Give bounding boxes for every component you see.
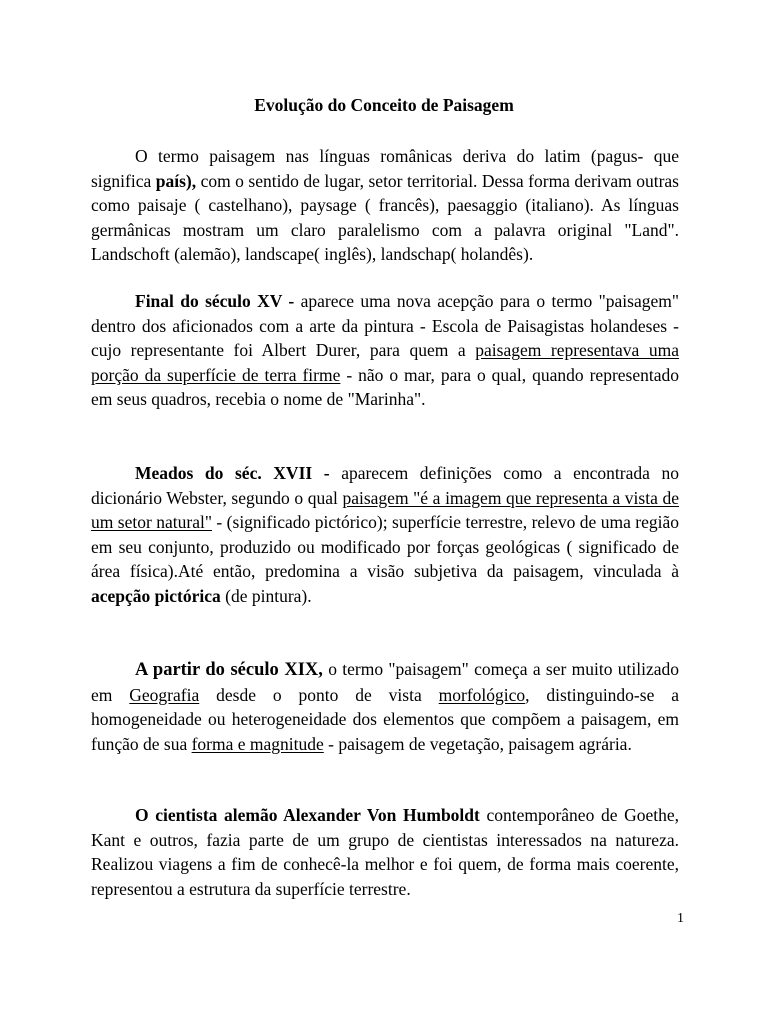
paragraph-humboldt: [91, 803, 679, 901]
underlined-definition: paisagem "é a imagem que representa a vista de um setor natural": [91, 487, 679, 533]
underlined-morfologico: morfológico: [438, 684, 526, 705]
bold-term-acepcao: acepção pictórica: [91, 585, 221, 606]
paragraph-text: desde o ponto de vista: [199, 684, 439, 705]
paragraph-sec-xvii: [91, 461, 679, 609]
section-lead: O cientista alemão Alexander Von Humboldt: [135, 805, 480, 825]
paragraph-text: - não o mar, para o qual, quando representado em seus quadros, recebia o nome de "Marinha".: [91, 364, 679, 410]
section-lead: Final do século XV -: [135, 291, 295, 311]
paragraph-text: com o sentido de lugar, setor territorial. Dessa forma derivam outras como paisaje ( castelhano), paysage ( francês), paesaggio (italiano). As línguas germânicas mostram um claro paralelismo com a palavra original "Land". Landschoft (alemão), landscape( inglês), landschap( holandês).: [91, 170, 679, 265]
document-title: Evolução do Conceito de Paisagem: [254, 95, 514, 115]
section-lead: A partir do século XIX,: [135, 660, 323, 680]
paragraph-text: aparecem definições como a encontrada no dicionário Webster, segundo o qual: [91, 463, 679, 508]
paragraph-text: (de pintura).: [220, 585, 312, 606]
paragraph-text: , distinguindo-se a homogeneidade ou heterogeneidade dos elementos que compõem a paisagem, em função de sua: [91, 684, 679, 754]
paragraph-text: o termo "paisagem" começa a ser muito utilizado em: [91, 659, 679, 705]
paragraph-text: - (significado pictórico); superfície terrestre, relevo de uma região em seu conjunto, produzido ou modificado por forças geológicas ( significado de área física).Até então, predomina a visão subjetiva da paisagem, vinculada à: [91, 512, 679, 582]
paragraph-etymology: [91, 144, 679, 267]
paragraph-text: O termo paisagem nas línguas românicas deriva do latim (pagus- que significa: [91, 146, 679, 191]
bold-term-pais: país),: [155, 170, 197, 191]
underlined-forma-magnitude: forma e magnitude: [191, 733, 324, 754]
page-number: 1: [677, 911, 684, 926]
underlined-geografia: Geografia: [129, 684, 200, 705]
paragraph-sec-xv: [91, 289, 679, 412]
section-lead: Meados do séc. XVII -: [135, 463, 330, 483]
paragraph-text: aparece uma nova acepção para o termo "paisagem" dentro dos aficionados com a arte da pintura - Escola de Paisagistas holandeses - cujo representante foi Albert Durer, para quem a: [91, 291, 680, 361]
paragraph-text: contemporâneo de Goethe, Kant e outros, fazia parte de um grupo de cientistas interessados na natureza. Realizou viagens a fim de conhecê-la melhor e foi quem, de forma mais coerente, representou a estrutura da superfície terrestre.: [91, 805, 679, 899]
paragraph-text: - paisagem de vegetação, paisagem agrária.: [323, 733, 632, 754]
underlined-definition: paisagem representava uma porção da superfície de terra firme: [91, 340, 679, 385]
paragraph-sec-xix: [91, 657, 679, 756]
